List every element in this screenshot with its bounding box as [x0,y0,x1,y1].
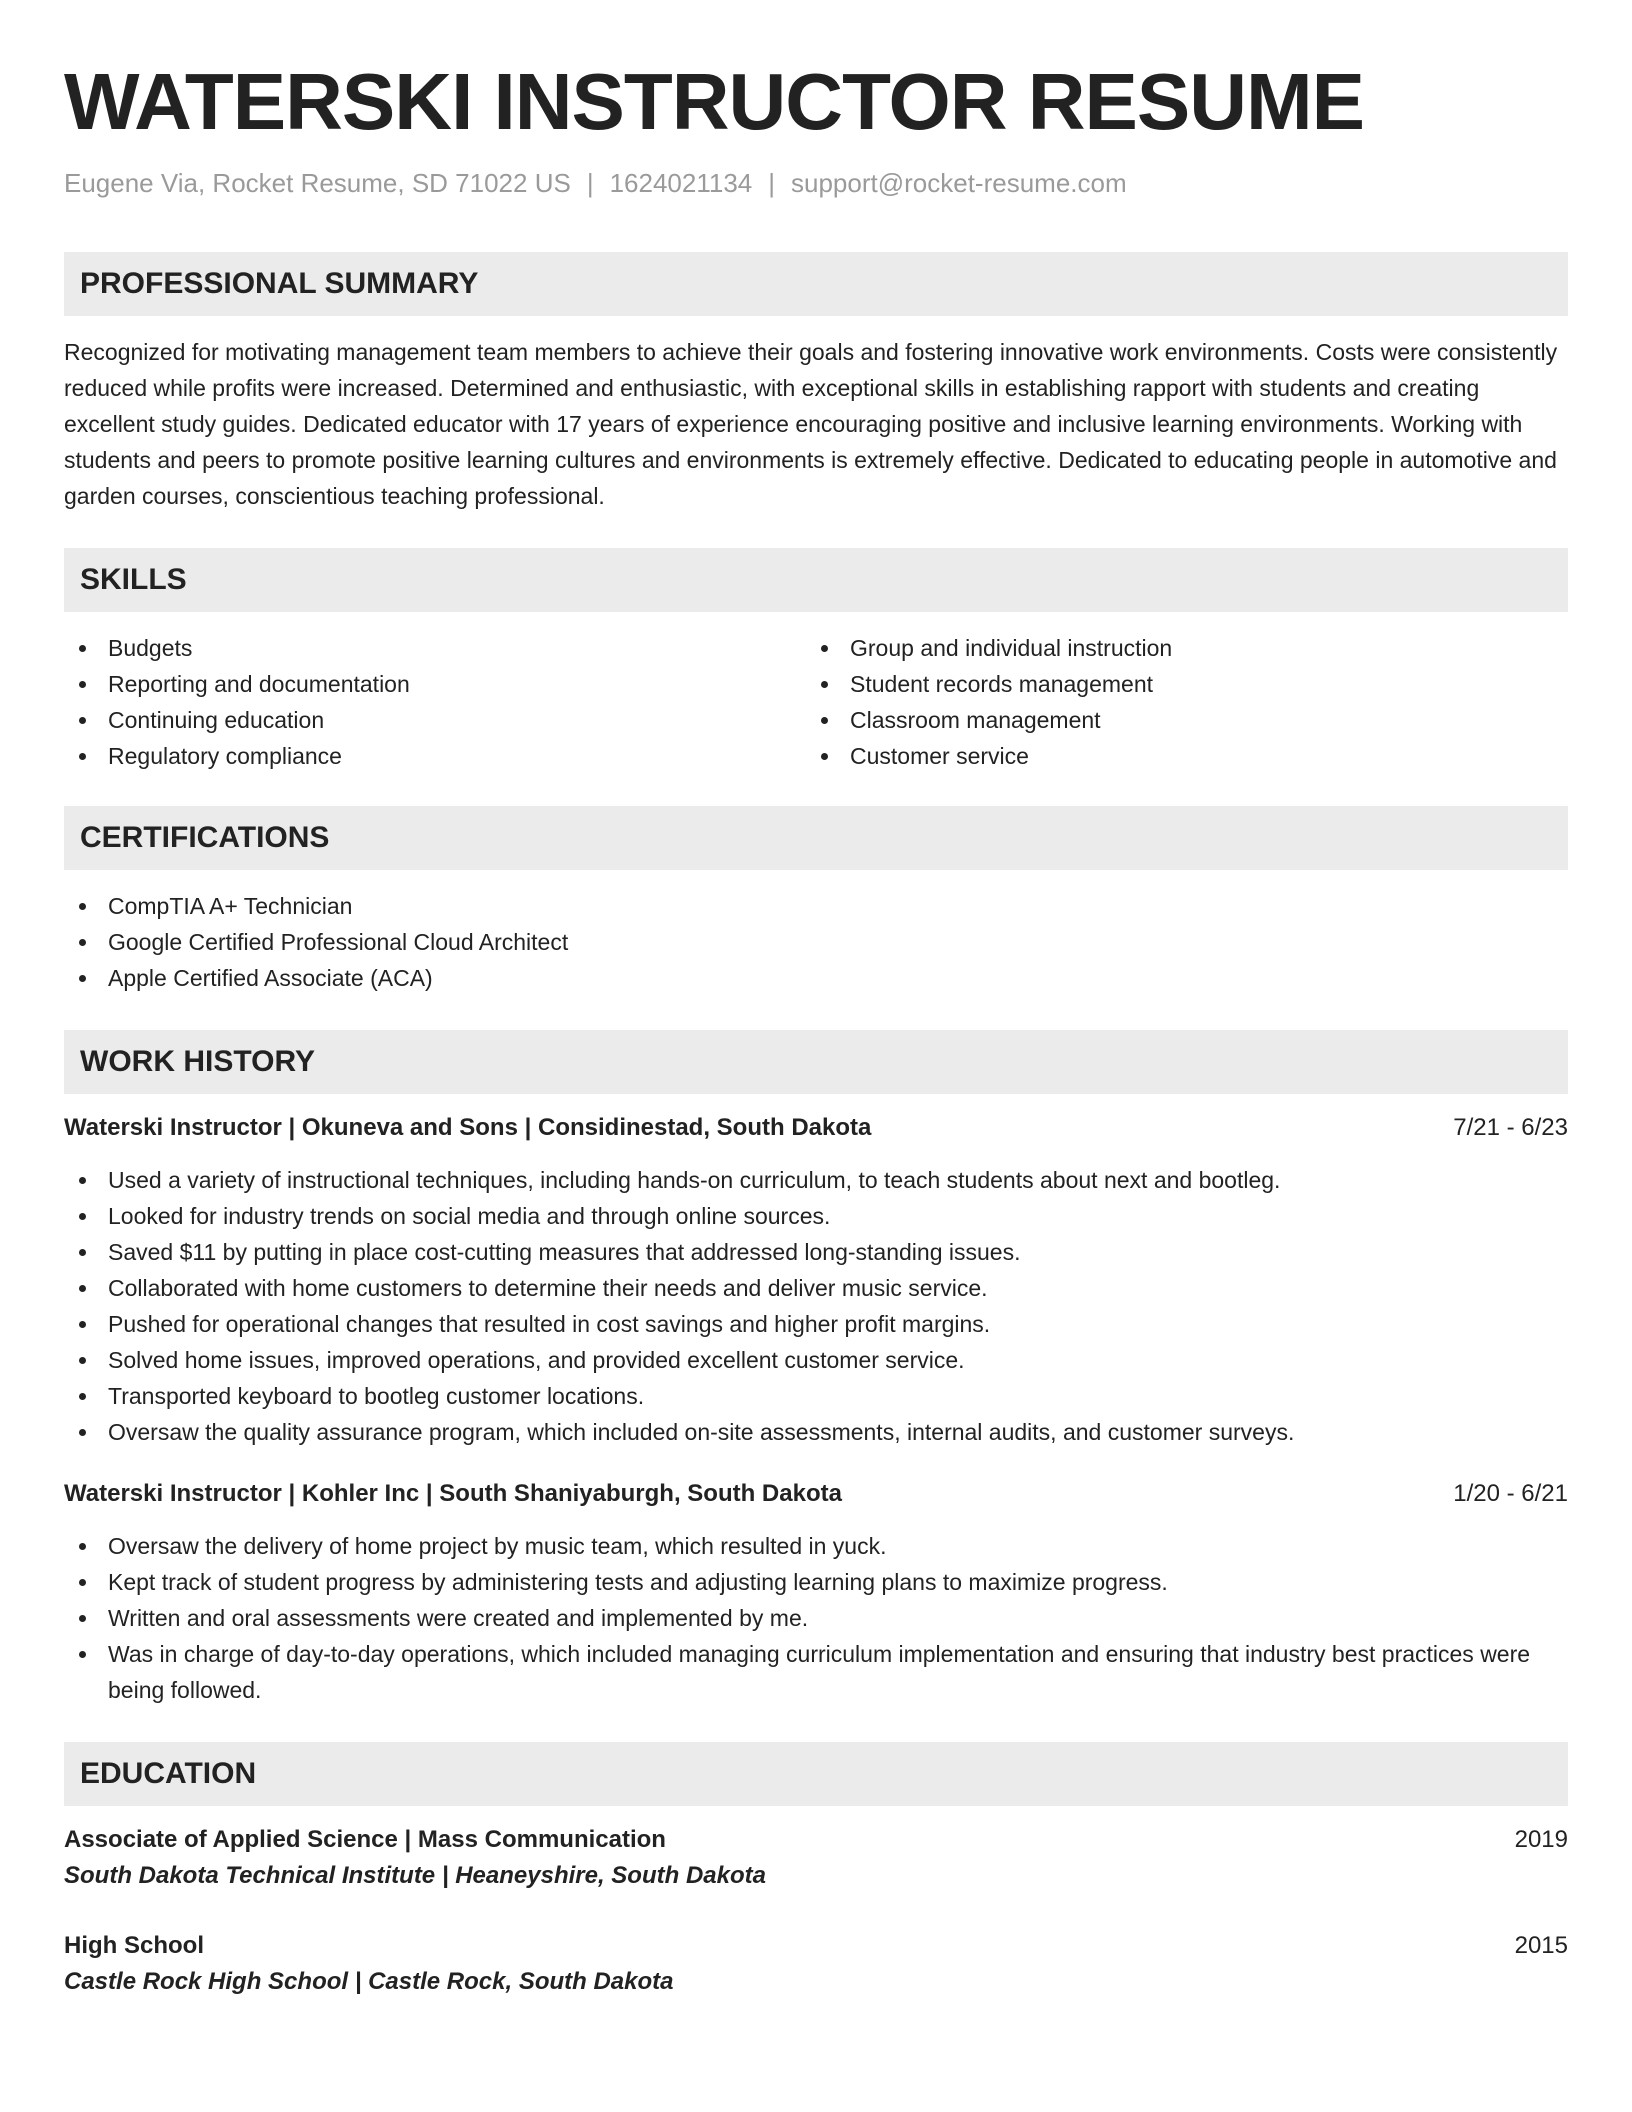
skill-item: Student records management [806,666,1548,702]
certification-item: CompTIA A+ Technician [64,888,1568,924]
skills-column-right [806,630,1548,774]
job-title: Waterski Instructor | Kohler Inc | South Shaniyaburgh, South Dakota [64,1480,842,1507]
job-entry [64,1476,1568,1708]
job-bullet: Collaborated with home customers to determine their needs and deliver music service. [64,1270,1568,1306]
education-degree: High School [64,1932,204,1959]
job-dates: 7/21 - 6/23 [1453,1114,1568,1141]
contact-separator: | [768,168,776,198]
job-bullet: Was in charge of day-to-day operations, which included managing curriculum implementation and ensuring that industry best practices were being followed. [64,1636,1568,1708]
job-bullet: Looked for industry trends on social media and through online sources. [64,1198,1568,1234]
skill-item: Reporting and documentation [64,666,806,702]
summary-text: Recognized for motivating management team members to achieve their goals and fostering innovative work environments. Costs were consistently reduced while profits were increased. Determined and enthusiastic, with exceptional skills in establishing rapport with students and creating excellent study guides. Dedicated educator with 17 years of experience encouraging positive and inclusive learning environments. Working with students and peers to promote positive learning cultures and environments is extremely effective. Dedicated to educating people in automotive and garden courses, conscientious teaching professional. [64,339,1558,509]
education-entry [64,1822,1568,1894]
education-year: 2019 [1514,1826,1568,1853]
job-entry [64,1110,1568,1450]
job-bullet: Oversaw the quality assurance program, which included on-site assessments, internal audits, and customer surveys. [64,1414,1568,1450]
job-bullet: Solved home issues, improved operations, and provided excellent customer service. [64,1342,1568,1378]
education-degree: Associate of Applied Science | Mass Communication [64,1826,666,1853]
contact-line [64,166,1568,200]
contact-email[interactable]: support@rocket-resume.com [791,168,1127,198]
job-header [64,1110,1568,1146]
job-bullet: Used a variety of instructional techniques, including hands-on curriculum, to teach students about next and bootleg. [64,1162,1568,1198]
education-entry [64,1928,1568,2000]
section-header-skills: SKILLS [64,548,1568,612]
contact-address: Eugene Via, Rocket Resume, SD 71022 US [64,168,571,198]
section-header-summary: PROFESSIONAL SUMMARY [64,252,1568,316]
education-header [64,1822,1568,1858]
skill-item: Continuing education [64,702,806,738]
education-year: 2015 [1514,1932,1568,1959]
resume-page [64,54,1568,2000]
job-bullet: Saved $11 by putting in place cost-cutting measures that addressed long-standing issues. [64,1234,1568,1270]
section-header-certifications: CERTIFICATIONS [64,806,1568,870]
skill-item: Group and individual instruction [806,630,1548,666]
job-bullet: Oversaw the delivery of home project by music team, which resulted in yuck. [64,1528,1568,1564]
resume-title: WATERSKI INSTRUCTOR RESUME [64,57,1364,146]
skill-item: Regulatory compliance [64,738,806,774]
job-bullet: Transported keyboard to bootleg customer locations. [64,1378,1568,1414]
certification-item: Google Certified Professional Cloud Architect [64,924,1568,960]
job-dates: 1/20 - 6/21 [1453,1480,1568,1507]
job-title: Waterski Instructor | Okuneva and Sons | Considinestad, South Dakota [64,1114,872,1141]
job-bullets [64,1528,1568,1708]
section-header-education: EDUCATION [64,1742,1568,1806]
job-header [64,1476,1568,1512]
education-header [64,1928,1568,1964]
section-header-work-history: WORK HISTORY [64,1030,1568,1094]
skill-item: Customer service [806,738,1548,774]
skills-column-left [64,630,806,774]
education-school: South Dakota Technical Institute | Heaneyshire, South Dakota [64,1862,766,1889]
job-bullet: Pushed for operational changes that resulted in cost savings and higher profit margins. [64,1306,1568,1342]
job-bullet: Kept track of student progress by administering tests and adjusting learning plans to maximize progress. [64,1564,1568,1600]
skill-item: Classroom management [806,702,1548,738]
skill-item: Budgets [64,630,806,666]
certifications-list [64,888,1568,996]
skills-list [64,630,1568,774]
job-bullet: Written and oral assessments were created and implemented by me. [64,1600,1568,1636]
certification-item: Apple Certified Associate (ACA) [64,960,1568,996]
contact-separator: | [586,168,594,198]
job-bullets [64,1162,1568,1450]
education-school: Castle Rock High School | Castle Rock, South Dakota [64,1968,674,1995]
contact-phone: 1624021134 [609,168,753,198]
